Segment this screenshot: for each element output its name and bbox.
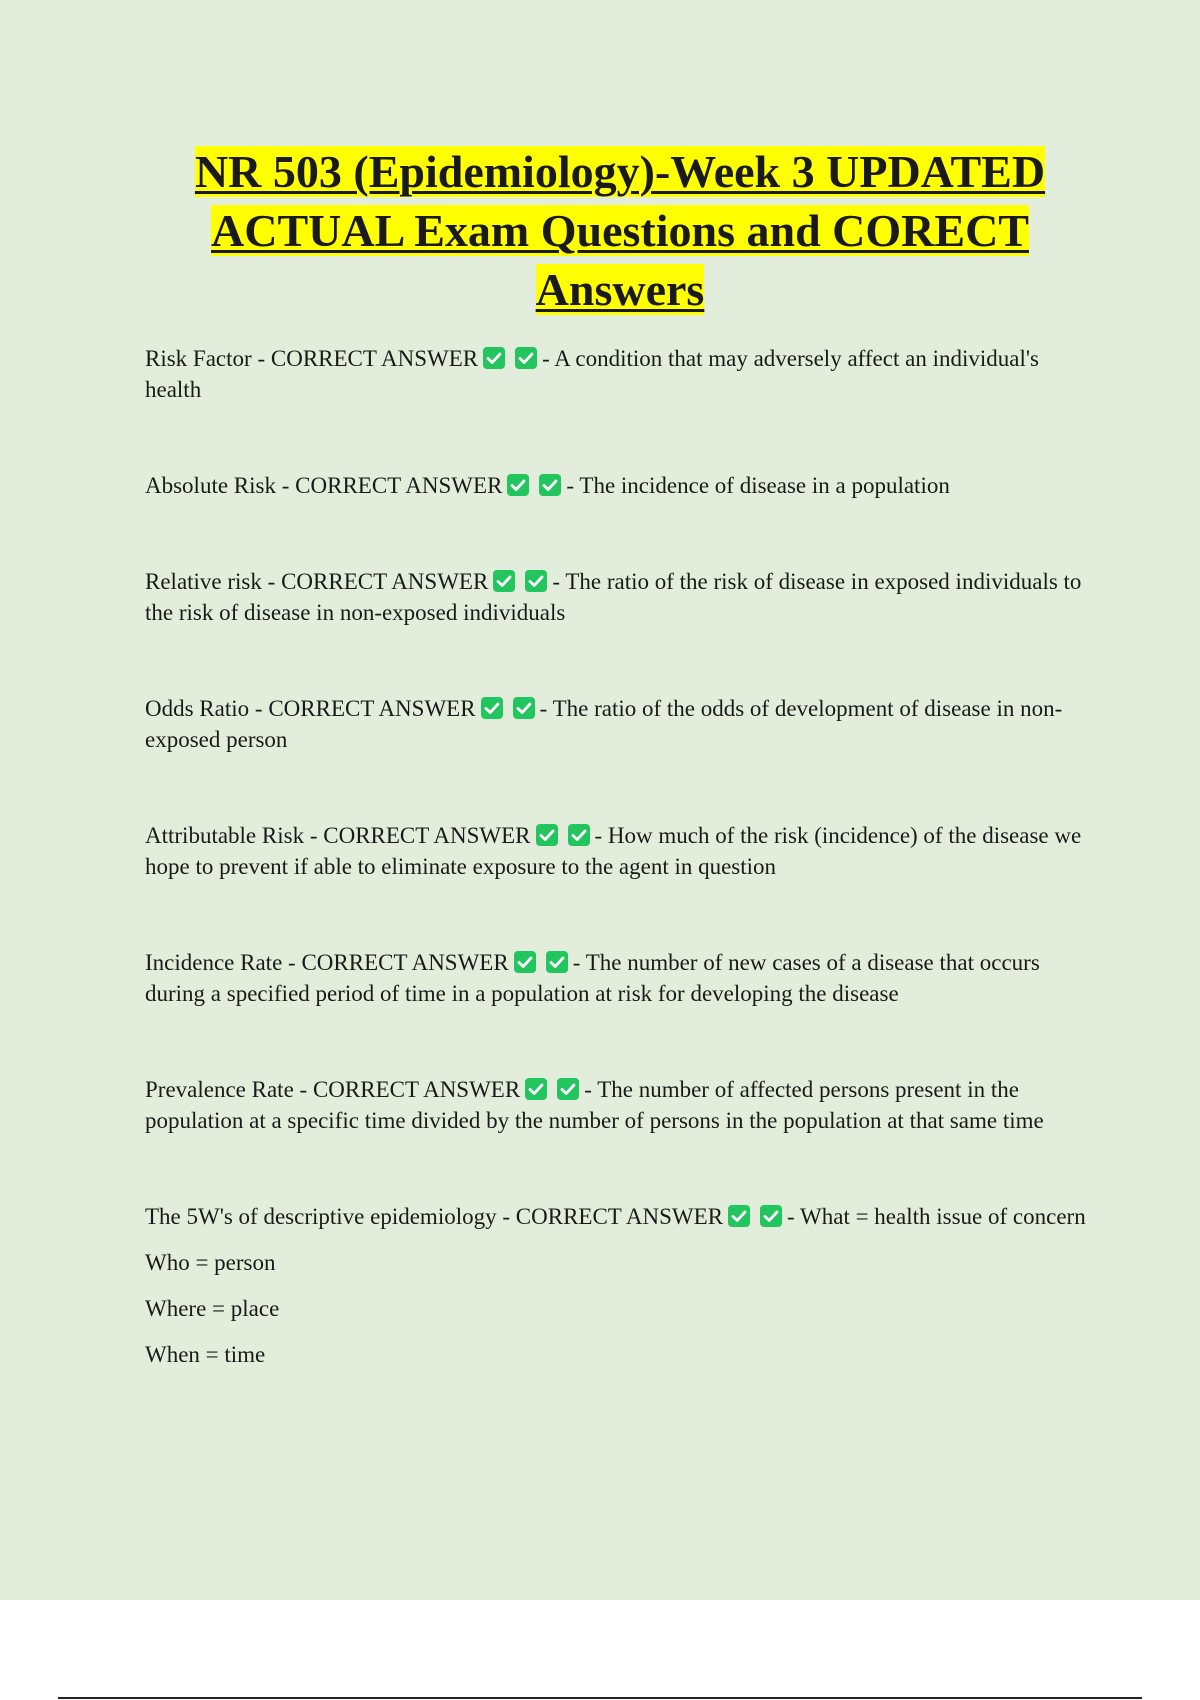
check-icon — [480, 696, 504, 720]
document-title-text: NR 503 (Epidemiology)-Week 3 UPDATED ACTUAL Exam Questions and CORECT Answers — [194, 146, 1046, 315]
five-w-line: When = time — [145, 1342, 266, 1367]
check-icon — [727, 1204, 751, 1228]
check-icon — [524, 569, 548, 593]
term: Attributable Risk — [145, 823, 305, 848]
check-icon — [524, 1077, 548, 1101]
check-icon — [535, 823, 559, 847]
check-icon — [482, 346, 506, 370]
check-icon — [567, 823, 591, 847]
definition: A condition that may adversely affect an individual's health — [145, 346, 1039, 402]
check-icon — [513, 950, 537, 974]
definition: The incidence of disease in a population — [579, 473, 950, 498]
check-icon — [506, 473, 530, 497]
qa-entry: Prevalence Rate - CORRECT ANSWER - The number of affected persons present in the population at a specific time divided by the number of persons in the population at that same time — [145, 1077, 1044, 1133]
qa-entry: Attributable Risk - CORRECT ANSWER - How much of the risk (incidence) of the disease we hope to prevent if able to eliminate exposure to the agent in question — [145, 823, 1082, 879]
qa-entry: Risk Factor - CORRECT ANSWER - A condition that may adversely affect an individual's health — [145, 346, 1039, 402]
footer-divider — [58, 1697, 1142, 1699]
definition: The number of new cases of a disease that occurs during a specified period of time in a population at risk for developing the disease — [145, 950, 1040, 1006]
term: Odds Ratio — [145, 696, 250, 721]
answer-marker: CORRECT ANSWER — [295, 473, 503, 498]
five-w-line: Where = place — [145, 1296, 280, 1321]
definition: What = health issue of concern — [800, 1204, 1086, 1229]
answer-marker: CORRECT ANSWER — [281, 569, 489, 594]
definition: The ratio of the risk of disease in exposed individuals to the risk of disease in non-exposed individuals — [145, 569, 1082, 625]
answer-marker: CORRECT ANSWER — [323, 823, 531, 848]
definition: The number of affected persons present in the population at a specific time divided by the number of persons in the population at that same time — [145, 1077, 1044, 1133]
answer-marker: CORRECT ANSWER — [268, 696, 476, 721]
term: Relative risk — [145, 569, 262, 594]
qa-entry: Absolute Risk - CORRECT ANSWER - The incidence of disease in a population — [145, 473, 950, 498]
term: Risk Factor — [145, 346, 252, 371]
term: The 5W's of descriptive epidemiology — [145, 1204, 497, 1229]
check-icon — [492, 569, 516, 593]
answer-marker: CORRECT ANSWER — [301, 950, 509, 975]
check-icon — [514, 346, 538, 370]
answer-marker: CORRECT ANSWER — [270, 346, 479, 371]
qa-list — [145, 343, 1095, 1370]
check-icon — [759, 1204, 783, 1228]
check-icon — [556, 1077, 580, 1101]
check-icon — [538, 473, 562, 497]
five-w-line: Who = person — [145, 1250, 276, 1275]
qa-entry: Incidence Rate - CORRECT ANSWER - The number of new cases of a disease that occurs during a specified period of time in a population at risk for developing the disease — [145, 950, 1040, 1006]
qa-entry: Relative risk - CORRECT ANSWER - The ratio of the risk of disease in exposed individuals to the risk of disease in non-exposed individuals — [145, 569, 1082, 625]
definition: How much of the risk (incidence) of the disease we hope to prevent if able to eliminate exposure to the agent in question — [145, 823, 1082, 879]
answer-marker: CORRECT ANSWER — [312, 1077, 521, 1102]
check-icon — [545, 950, 569, 974]
term: Prevalence Rate — [145, 1077, 294, 1102]
document-title — [140, 142, 1100, 319]
term: Incidence Rate — [145, 950, 283, 975]
qa-entry: Odds Ratio - CORRECT ANSWER - The ratio of the odds of development of disease in non-exposed person — [145, 696, 1063, 752]
qa-entry: The 5W's of descriptive epidemiology - CORRECT ANSWER - What = health issue of concern — [145, 1204, 1086, 1229]
definition: The ratio of the odds of development of disease in non-exposed person — [145, 696, 1063, 752]
check-icon — [512, 696, 536, 720]
answer-marker: CORRECT ANSWER — [515, 1204, 724, 1229]
term: Absolute Risk — [145, 473, 276, 498]
